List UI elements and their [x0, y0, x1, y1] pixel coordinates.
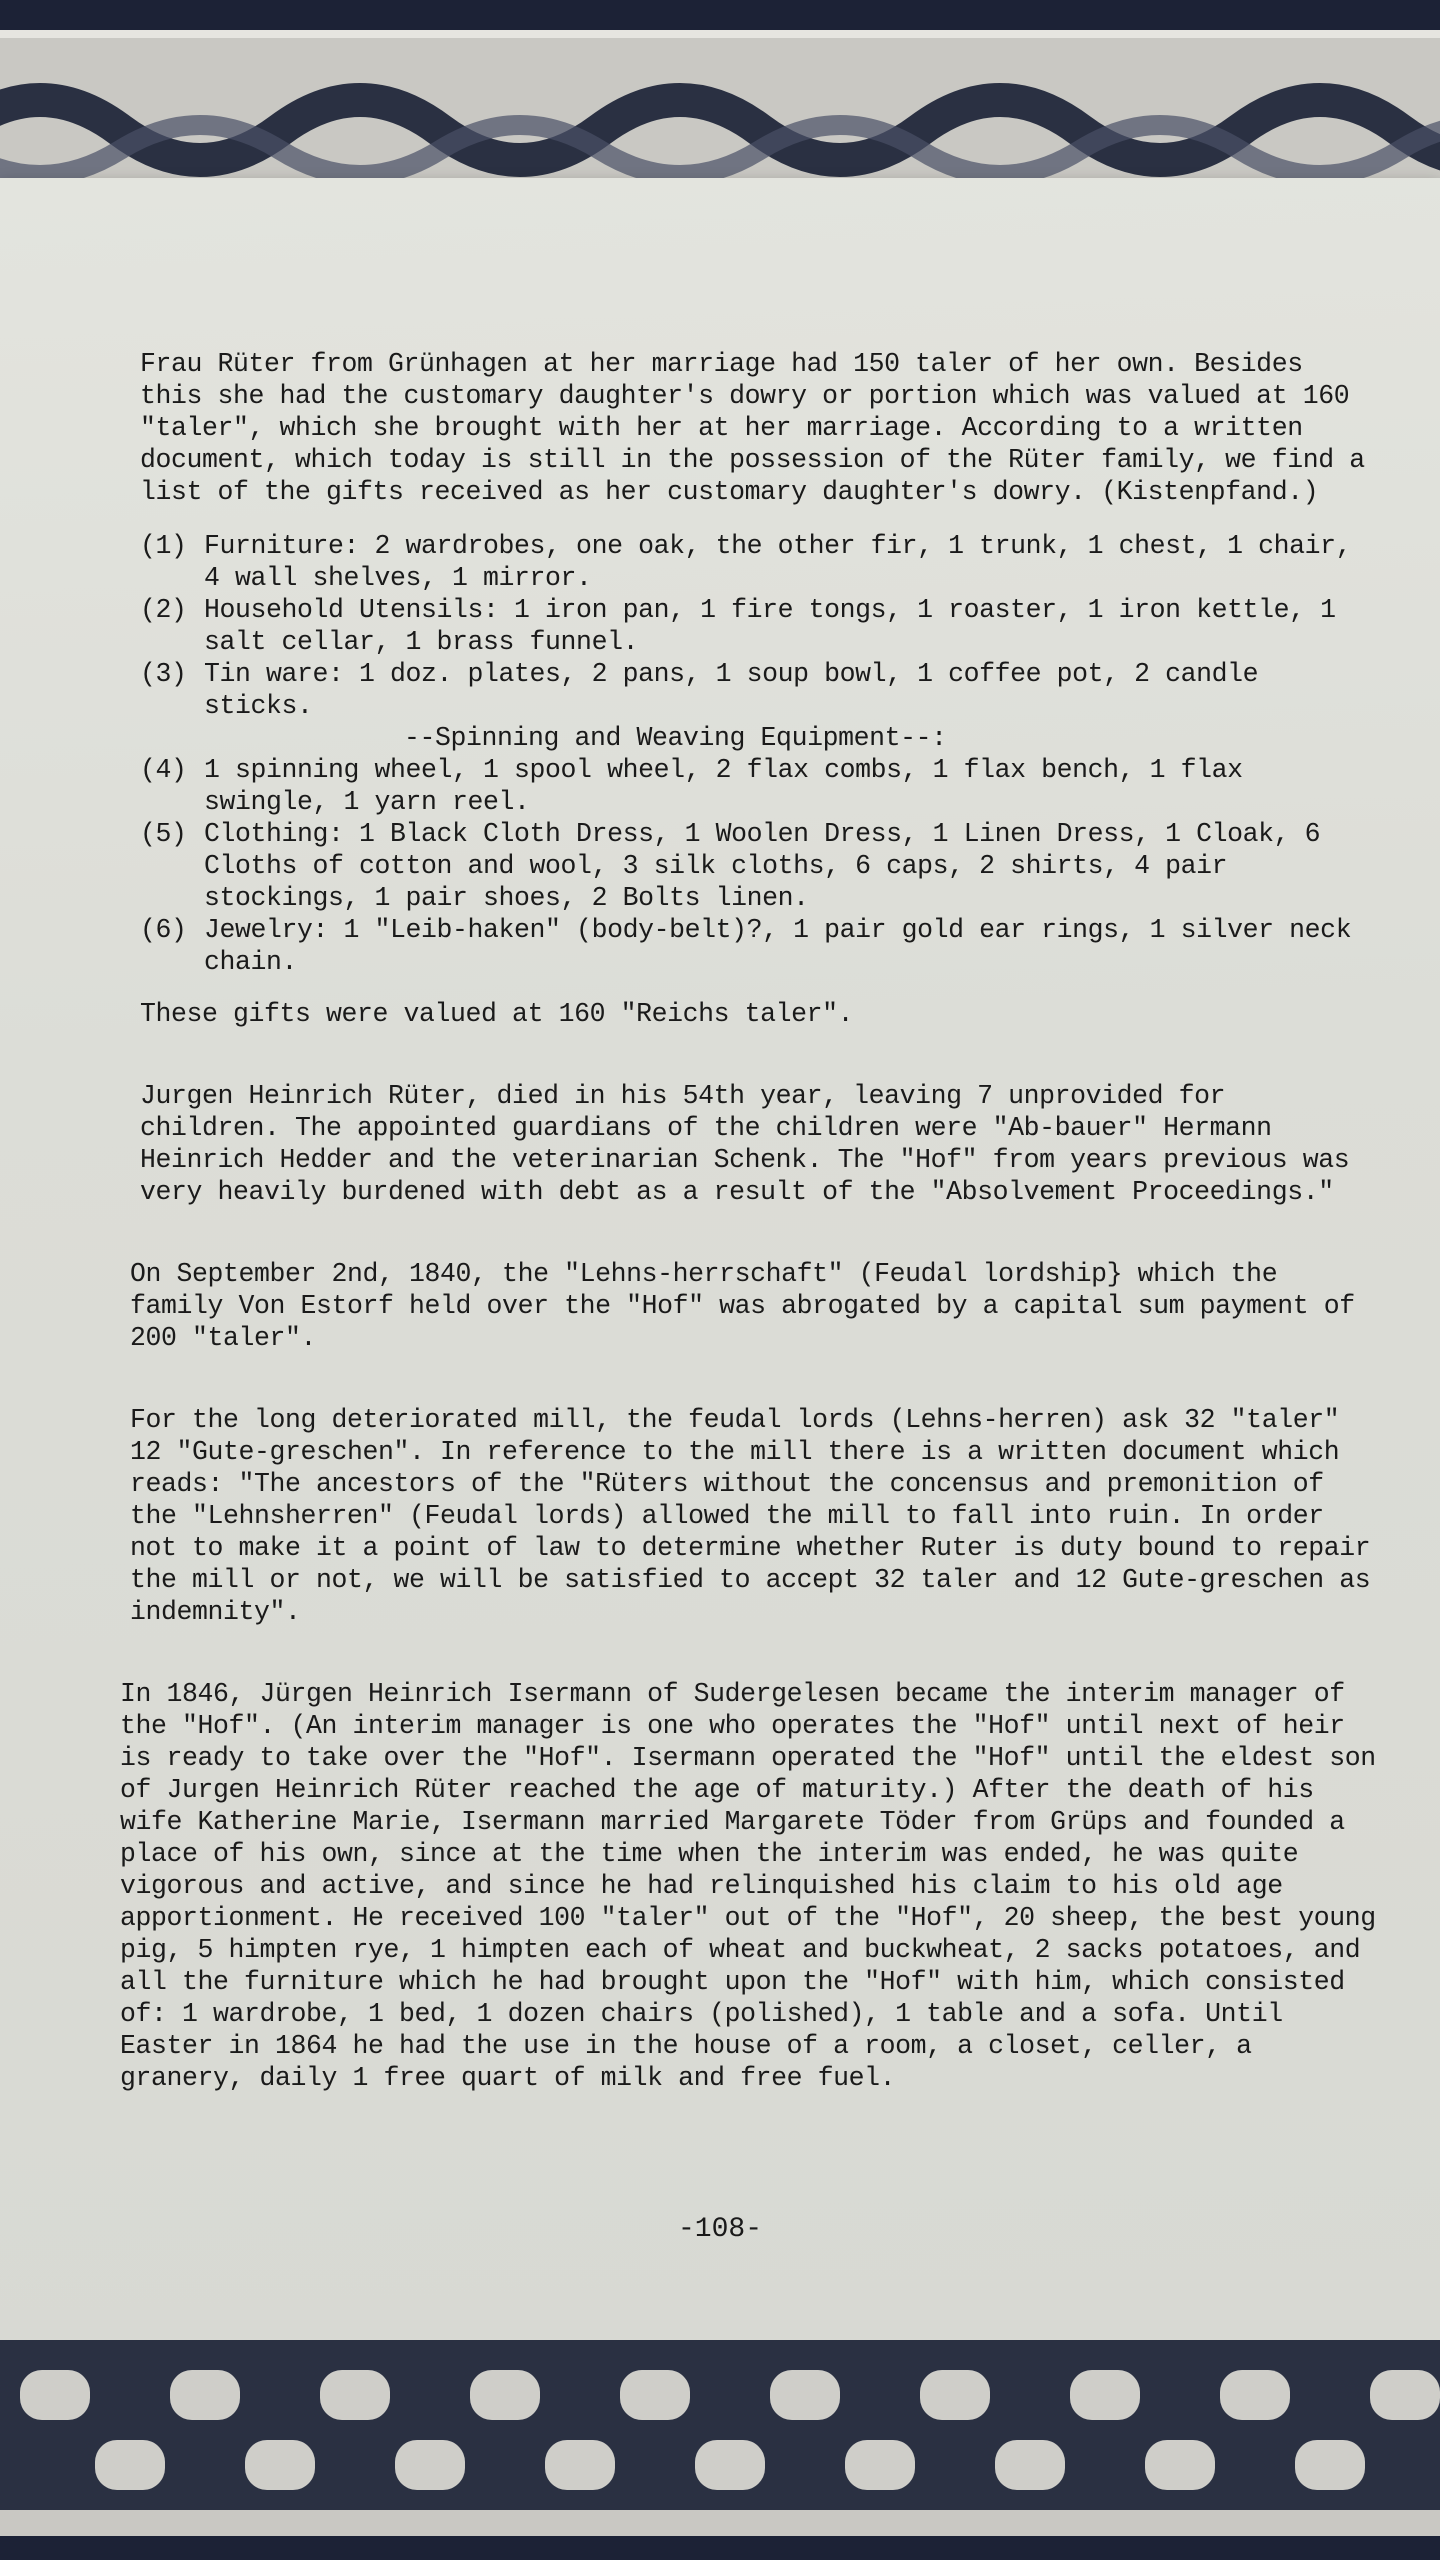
list-item [140, 658, 1378, 722]
list-item [140, 754, 1378, 818]
page-text [118, 348, 1378, 2094]
list-item-number: (6) [140, 915, 187, 945]
spinning-weaving-heading: --Spinning and Weaving Equipment--: [404, 723, 947, 753]
list-item-number: (5) [140, 819, 187, 849]
woven-pattern-bottom [0, 2340, 1440, 2560]
list-item-text: Household Utensils: 1 iron pan, 1 fire tongs, 1 roaster, 1 iron kettle, 1 salt cellar, 1 brass funnel. [204, 595, 1336, 657]
gifts-value-line: These gifts were valued at 160 "Reichs taler". [140, 999, 854, 1029]
list-item-text: Furniture: 2 wardrobes, one oak, the other fir, 1 trunk, 1 chest, 1 chair, 4 wall shelves, 1 mirror. [204, 531, 1352, 593]
list-item-text: 1 spinning wheel, 1 spool wheel, 2 flax combs, 1 flax bench, 1 flax swingle, 1 yarn reel. [204, 755, 1243, 817]
list-item-number: (1) [140, 531, 187, 561]
guardians-paragraph: Jurgen Heinrich Rüter, died in his 54th year, leaving 7 unprovided for children. The appointed guardians of the children were "Ab-bauer" Hermann Heinrich Hedder and the veterinarian Schenk. The "Hof" from years previous was very heavily burdened with debt as a result of the "Absolvement Proceedings." [140, 1081, 1350, 1207]
list-item-number: (3) [140, 659, 187, 689]
list-item [140, 530, 1378, 594]
list-item-number: (4) [140, 755, 187, 785]
typewritten-page [0, 178, 1440, 2346]
mill-paragraph: For the long deteriorated mill, the feudal lords (Lehns-herren) ask 32 "taler" 12 "Gute-greschen". In reference to the mill there is a written document which reads: "The ancestors of the "Rüters without the concensus and premonition of the "Lehnsherren" (Feudal lords) allowed the mill to fall into ruin. In order not to make it a point of law to determine whether Ruter is duty bound to repair the mill or not, we will be satisfied to accept 32 taler and 12 Gute-greschen as indemnity". [130, 1405, 1371, 1627]
list-item [140, 594, 1378, 658]
fabric-border-bottom [0, 2340, 1440, 2560]
list-item [140, 914, 1378, 978]
list-item [140, 818, 1378, 914]
list-item-text: Jewelry: 1 "Leib-haken" (body-belt)?, 1 pair gold ear rings, 1 silver neck chain. [204, 915, 1352, 977]
woven-pattern-top [0, 0, 1440, 200]
feudal-lordship-paragraph: On September 2nd, 1840, the "Lehns-herrschaft" (Feudal lordship} which the family Von Estorf held over the "Hof" was abrogated by a capital sum payment of 200 "taler". [130, 1259, 1355, 1353]
intro-paragraph: Frau Rüter from Grünhagen at her marriage had 150 taler of her own. Besides this she had the customary daughter's dowry or portion which was valued at 160 "taler", which she brought with her at her marriage. According to a written document, which today is still in the possession of the Rüter family, we find a list of the gifts received as her customary daughter's dowry. (Kistenpfand.) [140, 349, 1365, 507]
list-item-text: Tin ware: 1 doz. plates, 2 pans, 1 soup bowl, 1 coffee pot, 2 candle sticks. [204, 659, 1259, 721]
interim-manager-paragraph: In 1846, Jürgen Heinrich Isermann of Sudergelesen became the interim manager of the "Hof". (An interim manager is one who operates the "Hof" until next of heir is ready to take over the "Hof". Isermann operated the "Hof" until the eldest son of Jurgen Heinrich Rüter reached the age of maturity.) After the death of his wife Katherine Marie, Isermann married Margarete Töder from Grüps and founded a place of his own, since at the time when the interim was ended, he was quite vigorous and active, and since he had relinquished his claim to his old age apportionment. He received 100 "taler" out of the "Hof", 20 sheep, the best young pig, 5 himpten rye, 1 himpten each of wheat and buckwheat, 2 sacks potatoes, and all the furniture which he had brought upon the "Hof" with him, which consisted of: 1 wardrobe, 1 bed, 1 dozen chairs (polished), 1 table and a sofa. Until Easter in 1864 he had the use in the house of a room, a closet, celler, a granery, daily 1 free quart of milk and free fuel. [120, 1679, 1376, 2093]
list-item-text: Clothing: 1 Black Cloth Dress, 1 Woolen Dress, 1 Linen Dress, 1 Cloak, 6 Cloths of cotton and wool, 3 silk cloths, 6 caps, 2 shirts, 4 pair stockings, 1 pair shoes, 2 Bolts linen. [204, 819, 1321, 913]
list-subheading-row [140, 722, 1378, 754]
list-item-number: (2) [140, 595, 187, 625]
page-number: -108- [677, 2214, 762, 2245]
fabric-border-top [0, 0, 1440, 200]
dowry-list [140, 530, 1378, 978]
